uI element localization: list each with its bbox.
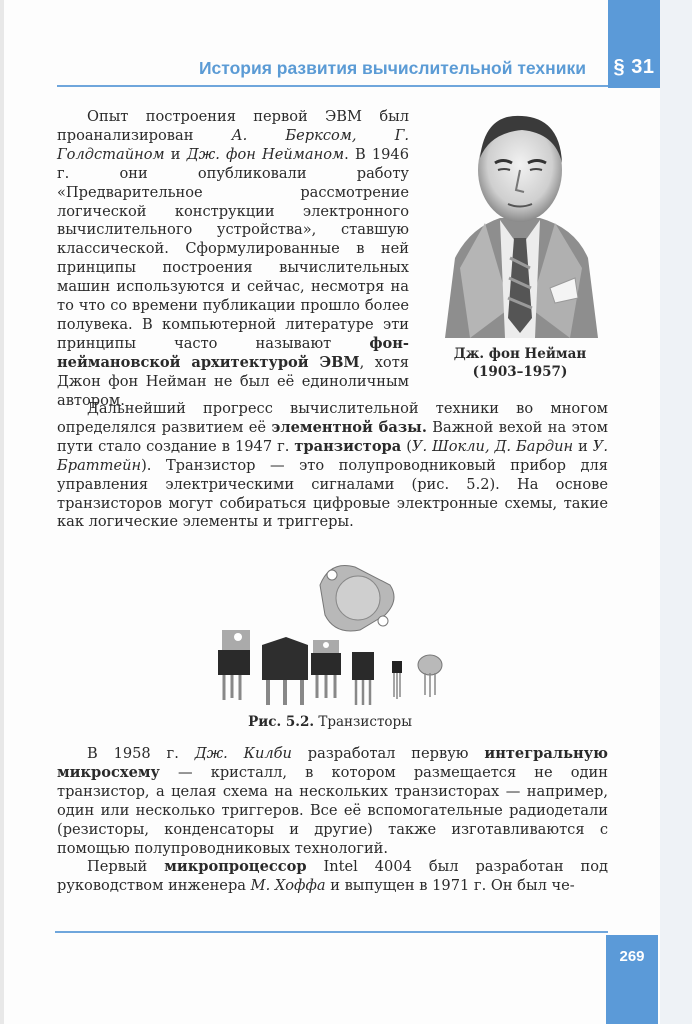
transistor-1 [218,630,250,700]
text-run: и выпущен в 1971 г. Он был че- [325,877,575,895]
paragraph-transistor [57,400,608,532]
text-run: разработал первую [291,745,485,762]
author-italic: Дж. фон Нейманом [186,145,345,163]
authors-italic: У. Шокли, Д. Бардин [411,437,574,455]
term-bold: микропроцессор [164,858,307,876]
text-run: В 1958 г. [87,745,195,762]
transistor-5 [392,661,402,699]
portrait-caption-years: (1903–1957) [472,364,568,380]
paragraph-von-neumann [57,108,409,411]
text-run: Первый [87,858,165,876]
text-run: ( [401,437,412,455]
transistor-4 [352,652,374,705]
transistor-to3 [320,565,394,631]
author-italic: Дж. Килби [194,745,292,762]
transistor-3 [311,640,341,698]
text-run: ). Транзистор — это полупроводниковый прибор для управления электрическими сигналами (рис. 5.2). На основе транзисторов могут собираться цифровые электронные схемы, такие как логические элементы и триггеры. [57,456,608,531]
text-run: . В 1946 г. они опубликовали работу «Предварительное рассмотрение логической конструкции электронного вычислительного устройства», ставшую классической. Сформулированные в ней принципы построения вычислительных машин используются и сейчас, несмотря на то что со времени публикации прошло более полувека. В компьютерной литературе эти принципы часто называют [57,145,409,352]
section-number: § 31 [613,56,655,78]
author-italic: М. Хоффа [250,877,326,895]
term-bold: фон-неймановской архитектурой ЭВМ [57,334,409,371]
text-run: и [164,145,187,163]
transistor-6 [418,655,442,697]
page-left-edge [0,0,4,1024]
figure-caption [190,714,470,730]
page-margin-strip [660,0,692,1024]
author-italic: У. Браттейн [57,437,608,474]
authors-italic: А. Берксом, Г. Голдстайном [57,126,410,163]
figure-caption-text: Транзисторы [314,714,412,730]
text-run: Дальнейший прогресс вычислительной техники во многом определялся развитием её [57,400,608,436]
running-header-title: История развития вычислительной техники [198,58,586,78]
term-bold: транзистора [294,437,402,455]
text-run: — кристалл, в котором размещается не один транзистор, а целая схема на нескольких транзисторах — например, один или несколько триггеров. Все её вспомогательные радиодетали (резисторы, конденсаторы и другие) также изготавливаются с помощью полупроводниковых технологий. [57,763,608,857]
term-bold: элементной базы. [271,418,427,436]
transistor-2 [262,637,308,705]
text-run: Важной вехой на этом пути стало создание в 1947 г. [57,418,608,455]
von-neumann-portrait [440,108,600,338]
text-run: Intel 4004 был разработан под руководством инженера [57,858,608,895]
text-run: и [573,437,593,455]
portrait-caption [420,345,620,381]
text-run: , хотя Джон фон Нейман не был её единоличным автором. [57,353,410,409]
header-rule [57,85,608,87]
page-number: 269 [619,948,645,965]
text-run: Опыт построения первой ЭВМ был проанализирован [57,108,409,144]
portrait-caption-name: Дж. фон Нейман [453,346,587,362]
term-bold: интегральную микросхему [57,745,608,781]
paragraphs-microchip [57,745,608,896]
footer-rule [55,931,608,933]
transistors-photo [200,555,460,705]
figure-caption-label: Рис. 5.2. [248,714,315,730]
